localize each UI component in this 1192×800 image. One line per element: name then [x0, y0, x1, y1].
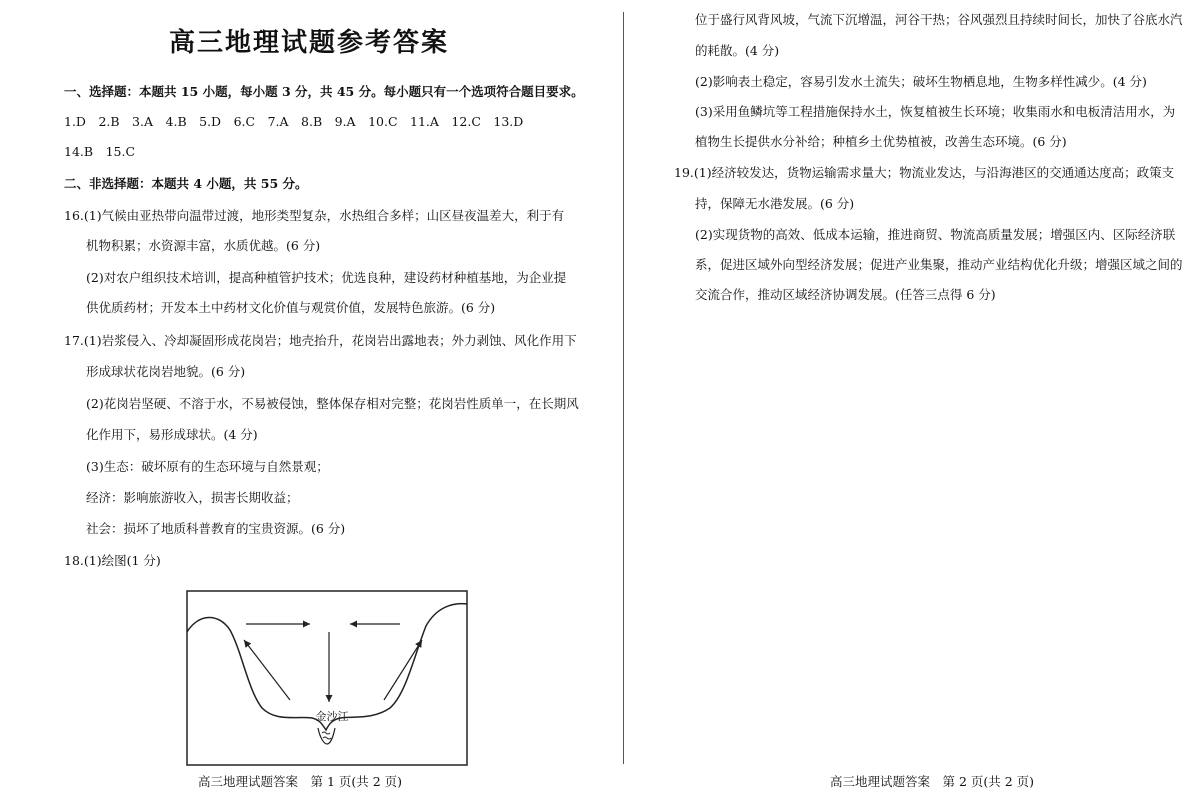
q18-line1: 18.(1)绘图(1 分)	[64, 553, 161, 568]
section2-heading: 二、非选择题：本题共 4 小题，共 55 分。	[64, 176, 308, 191]
section1-heading: 一、选择题：本题共 15 小题，每小题 3 分，共 45 分。每小题只有一个选项符合题目要求。	[64, 84, 584, 99]
page-divider	[623, 12, 624, 764]
valley-wind-diagram	[186, 590, 468, 766]
diagram-frame	[187, 591, 467, 765]
q19-line3: (2)实现货物的高效、低成本运输，推进商贸、物流高质量发展；增强区内、区际经济联	[695, 227, 1176, 242]
q17-line6: 经济：影响旅游收入，损害长期收益；	[86, 490, 299, 505]
q19-line2: 持，保障无水港发展。(6 分)	[695, 196, 855, 211]
page2-footer: 高三地理试题答案 第 2 页(共 2 页)	[830, 774, 1035, 789]
q19-line1: 19.(1)经济较发达，货物运输需求量大；物流业发达，与沿海港区的交通通达度高；政策支	[674, 165, 1175, 180]
q19-line4: 系，促进区域外向型经济发展；促进产业集聚，推动产业结构优化升级；增强区域之间的	[695, 257, 1183, 272]
q17-line5: (3)生态：破坏原有的生态环境与自然景观；	[86, 459, 329, 474]
mcq-answers-line2: 14.B 15.C	[64, 144, 136, 159]
q17-line3: (2)花岗岩坚硬、不溶于水，不易被侵蚀，整体保存相对完整；花岗岩性质单一，在长期风	[86, 396, 579, 411]
q18-cont-line4: (3)采用鱼鳞坑等工程措施保持水土，恢复植被生长环境；收集雨水和电板清洁用水，为	[695, 104, 1176, 119]
q17-line2: 形成球状花岗岩地貌。(6 分)	[86, 364, 246, 379]
q18-cont-line2: 的耗散。(4 分)	[695, 43, 780, 58]
q18-cont-line5: 植物生长提供水分补给；种植乡土优势植被，改善生态环境。(6 分)	[695, 134, 1067, 149]
wind-arrow-slope-right	[384, 640, 422, 700]
wind-arrow-slope-left	[244, 640, 290, 700]
q16-line1: 16.(1)气候由亚热带向温带过渡，地形类型复杂，水热组合多样；山区昼夜温差大，利于有	[64, 208, 565, 223]
page-title: 高三地理试题参考答案	[168, 28, 449, 58]
q17-line7: 社会：损坏了地质科普教育的宝贵资源。(6 分)	[86, 521, 346, 536]
river-water-waves	[322, 732, 331, 739]
river-label: 金沙江	[315, 710, 349, 723]
q16-line2: 机物积累；水资源丰富，水质优越。(6 分)	[86, 238, 321, 253]
q17-line1: 17.(1)岩浆侵入、冷却凝固形成花岗岩；地壳抬升，花岗岩出露地表；外力剥蚀、风化作用下	[64, 333, 577, 348]
q18-cont-line3: (2)影响表土稳定，容易引发水土流失；破坏生物栖息地，生物多样性减少。(4 分)	[695, 74, 1147, 89]
q16-line4: 供优质药材；开发本土中药材文化价值与观赏价值，发展特色旅游。(6 分)	[86, 300, 496, 315]
q18-cont-line1: 位于盛行风背风坡，气流下沉增温，河谷干热；谷风强烈且持续时间长，加快了谷底水汽	[695, 12, 1183, 27]
q16-line3: (2)对农户组织技术培训，提高种植管护技术；优选良种，建设药材种植基地，为企业提	[86, 270, 567, 285]
mcq-answers-line1: 1.D 2.B 3.A 4.B 5.D 6.C 7.A 8.B 9.A 10.C 11.A 12.C 13.D	[64, 114, 524, 129]
page1-footer: 高三地理试题答案 第 1 页(共 2 页)	[198, 774, 403, 789]
answer-page-2	[630, 0, 1192, 800]
q19-line5: 交流合作，推动区域经济协调发展。(任答三点得 6 分)	[695, 287, 996, 302]
q17-line4: 化作用下，易形成球状。(4 分)	[86, 427, 258, 442]
